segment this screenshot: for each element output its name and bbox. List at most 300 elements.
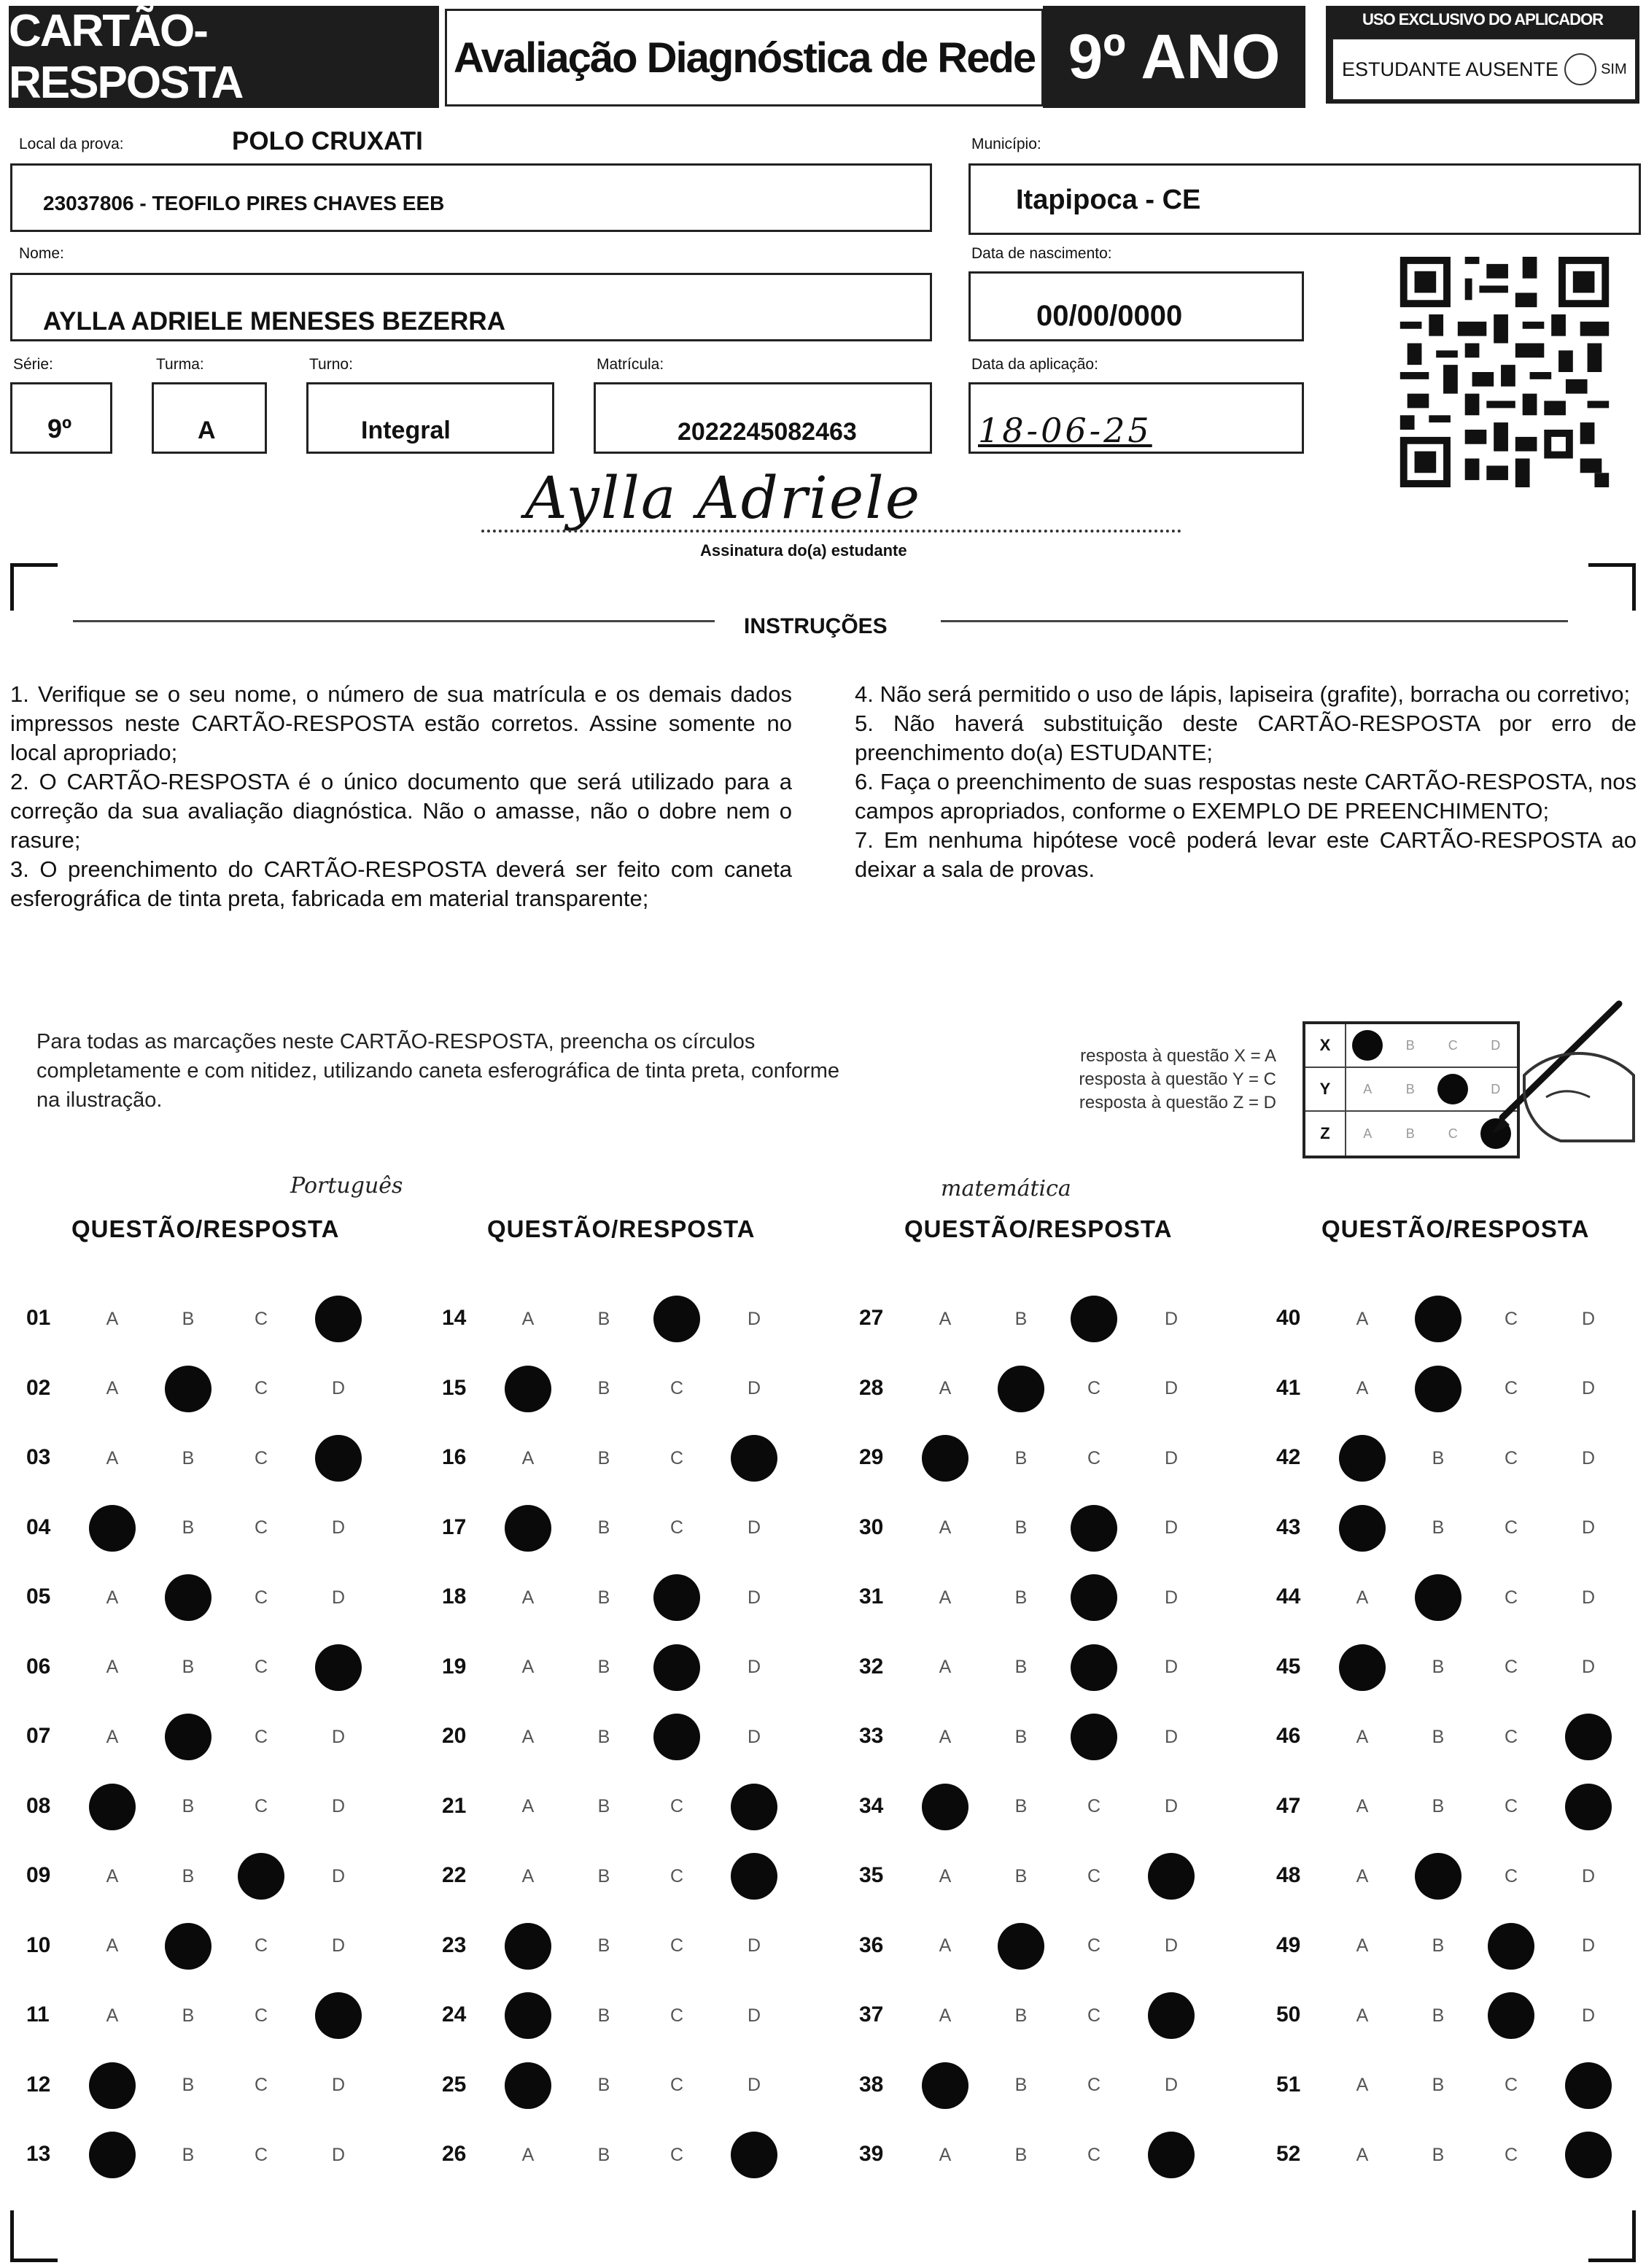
answer-bubble-filled[interactable] (653, 1574, 700, 1621)
answer-bubble-filled[interactable] (1565, 2132, 1612, 2178)
answer-option[interactable]: B (1014, 2005, 1028, 2026)
question-number: 52 (1276, 2142, 1301, 2166)
question-number: 42 (1276, 1445, 1301, 1469)
answer-option[interactable]: A (106, 1587, 119, 1608)
answer-bubble-filled[interactable] (731, 1784, 777, 1830)
answer-option[interactable]: B (597, 2075, 610, 2095)
answer-option[interactable]: D (747, 1726, 761, 1747)
answer-option[interactable]: C (1504, 1796, 1518, 1816)
example-option: C (1432, 1024, 1475, 1068)
turno-field (306, 382, 554, 454)
answer-option[interactable]: B (1014, 1587, 1028, 1608)
answer-option[interactable]: C (254, 1447, 268, 1468)
answer-bubble-filled[interactable] (315, 1644, 362, 1691)
answer-option[interactable]: C (1504, 1378, 1518, 1398)
question-number: 41 (1276, 1375, 1301, 1400)
answer-option[interactable]: D (1164, 1447, 1179, 1468)
answer-option[interactable]: C (669, 2005, 684, 2026)
answer-option[interactable]: A (106, 2005, 119, 2026)
answer-bubble-filled[interactable] (89, 2062, 136, 2109)
answer-option[interactable]: B (1014, 1865, 1028, 1886)
answer-bubble-filled[interactable] (998, 1923, 1044, 1970)
answer-option[interactable]: B (597, 2144, 610, 2165)
question-number: 07 (26, 1724, 51, 1748)
answer-option[interactable]: D (1164, 1587, 1179, 1608)
answer-option[interactable]: A (106, 1935, 119, 1956)
answer-bubble-filled[interactable] (315, 1992, 362, 2039)
answer-option[interactable]: D (747, 2075, 761, 2095)
answer-bubble-filled[interactable] (1488, 1992, 1534, 2039)
question-number: 03 (26, 1445, 51, 1469)
answer-bubble-filled[interactable] (505, 1992, 551, 2039)
signature-line (481, 530, 1181, 533)
answer-option[interactable]: B (1432, 1796, 1445, 1816)
answer-option[interactable]: C (1087, 1796, 1101, 1816)
answer-option[interactable]: A (1356, 1796, 1369, 1816)
answer-option[interactable]: A (939, 1587, 952, 1608)
question-number: 25 (442, 2072, 467, 2097)
answer-option[interactable]: C (669, 2144, 684, 2165)
example-option: A (1363, 1126, 1373, 1141)
answer-option[interactable]: C (254, 1935, 268, 1956)
answer-option[interactable]: D (1164, 1308, 1179, 1329)
answer-option[interactable]: B (1432, 1657, 1445, 1677)
answer-option[interactable]: B (597, 1796, 610, 1816)
answer-option[interactable]: A (939, 1308, 952, 1329)
answer-option[interactable]: B (1432, 1935, 1445, 1956)
divider (73, 620, 715, 622)
answer-option[interactable]: C (1504, 1657, 1518, 1677)
school-value: 23037806 - TEOFILO PIRES CHAVES EEB (43, 192, 445, 214)
nascimento-label: Data de nascimento: (971, 245, 1112, 262)
answer-option[interactable]: D (1581, 1378, 1596, 1398)
answer-option[interactable]: D (1164, 2075, 1179, 2095)
answer-option[interactable]: B (182, 2075, 195, 2095)
answer-option[interactable]: C (254, 1587, 268, 1608)
answer-option[interactable]: B (597, 1308, 610, 1329)
question-number: 40 (1276, 1306, 1301, 1330)
question-number: 49 (1276, 1932, 1301, 1957)
answer-bubble-filled[interactable] (505, 2062, 551, 2109)
answer-bubble-filled[interactable] (653, 1714, 700, 1760)
answer-option[interactable]: C (669, 2075, 684, 2095)
answer-bubble-filled[interactable] (165, 1574, 211, 1621)
question-number: 48 (1276, 1863, 1301, 1887)
answer-bubble-filled[interactable] (653, 1644, 700, 1691)
answer-option[interactable]: B (182, 1517, 195, 1538)
corner-mark (1588, 563, 1636, 611)
example-option: D (1475, 1024, 1518, 1068)
answer-bubble-filled[interactable] (1148, 2132, 1195, 2178)
answer-bubble-filled[interactable] (922, 2062, 968, 2109)
answer-option[interactable]: C (1504, 1726, 1518, 1747)
answer-option[interactable]: C (1504, 2144, 1518, 2165)
answer-option[interactable]: C (1504, 1865, 1518, 1886)
corner-mark (1588, 2210, 1636, 2262)
municipio-value: Itapipoca - CE (1016, 185, 1201, 215)
question-number: 11 (26, 2002, 50, 2027)
answer-option[interactable]: C (1504, 1517, 1518, 1538)
answer-option[interactable]: A (106, 1447, 119, 1468)
aplicacao-label: Data da aplicação: (971, 356, 1098, 373)
question-number: 02 (26, 1375, 51, 1400)
local-value: POLO CRUXATI (232, 127, 423, 155)
question-number: 16 (442, 1445, 467, 1469)
answer-option[interactable]: C (669, 1378, 684, 1398)
answer-option[interactable]: B (182, 1865, 195, 1886)
question-number: 21 (442, 1793, 467, 1818)
instruction-item: 1. Verifique se o seu nome, o número de sua matrícula e os demais dados impressos neste CARTÃO-RESPOSTA estão corretos. Assine somente no local apropriado; (10, 681, 792, 765)
answer-option[interactable]: B (1432, 1517, 1445, 1538)
answer-option[interactable]: B (182, 2005, 195, 2026)
answer-option[interactable]: A (1356, 1865, 1369, 1886)
question-number: 12 (26, 2072, 51, 2097)
column-header: QUESTÃO/RESPOSTA (487, 1215, 756, 1242)
answer-option[interactable]: A (939, 1726, 952, 1747)
answer-option[interactable]: D (1581, 1935, 1596, 1956)
question-number: 01 (26, 1306, 51, 1330)
answer-option[interactable]: D (747, 1935, 761, 1956)
instructions-right (855, 680, 1637, 884)
question-number: 46 (1276, 1724, 1301, 1748)
example-filled-bubble (1437, 1074, 1468, 1104)
answer-option[interactable]: D (331, 1726, 346, 1747)
answer-bubble-filled[interactable] (1339, 1505, 1386, 1552)
question-number: 33 (859, 1724, 884, 1748)
answer-option[interactable]: C (669, 1447, 684, 1468)
answer-option[interactable]: B (1432, 1447, 1445, 1468)
question-number: 43 (1276, 1514, 1301, 1539)
student-signature: Aylla Adriele (525, 464, 922, 532)
answer-option[interactable]: C (1087, 1865, 1101, 1886)
question-number: 26 (442, 2142, 467, 2166)
answer-option[interactable]: D (1164, 1726, 1179, 1747)
answer-option[interactable]: C (669, 1517, 684, 1538)
answer-option[interactable]: B (182, 2144, 195, 2165)
answer-option[interactable]: C (254, 2005, 268, 2026)
answer-option[interactable]: A (1356, 1308, 1369, 1329)
answer-option[interactable]: A (521, 2144, 535, 2165)
answer-option[interactable]: B (597, 1447, 610, 1468)
answer-option[interactable]: D (1581, 2005, 1596, 2026)
question-number: 13 (26, 2142, 51, 2166)
answer-option[interactable]: B (182, 1308, 195, 1329)
answer-option[interactable]: A (1356, 1935, 1369, 1956)
example-z: resposta à questão Z = D (1079, 1093, 1276, 1112)
answer-option[interactable]: C (254, 2075, 268, 2095)
answer-bubble-filled[interactable] (1071, 1644, 1117, 1691)
matricula-value: 2022245082463 (678, 418, 857, 446)
question-number: 30 (859, 1514, 884, 1539)
answer-bubble-filled[interactable] (165, 1714, 211, 1760)
answer-option[interactable]: A (939, 1517, 952, 1538)
nascimento-value: 00/00/0000 (1036, 300, 1183, 332)
absent-checkbox[interactable] (1564, 53, 1596, 85)
answer-option[interactable]: A (939, 1865, 952, 1886)
answer-option[interactable]: A (939, 2144, 952, 2165)
answer-option[interactable]: A (521, 1726, 535, 1747)
answer-bubble-filled[interactable] (731, 1853, 777, 1900)
answer-bubble-filled[interactable] (315, 1296, 362, 1342)
aplicacao-value: 18-06-25 (978, 411, 1152, 450)
question-number: 45 (1276, 1654, 1301, 1679)
example-y: resposta à questão Y = C (1079, 1069, 1276, 1089)
answer-bubble-filled[interactable] (505, 1505, 551, 1552)
exam-title: Avaliação Diagnóstica de Rede (445, 9, 1044, 107)
answer-option[interactable]: C (669, 1935, 684, 1956)
answer-option[interactable]: B (1014, 1796, 1028, 1816)
answer-option[interactable]: D (747, 1587, 761, 1608)
card-title: CARTÃO-RESPOSTA (9, 6, 439, 108)
answer-option[interactable]: D (331, 1935, 346, 1956)
answer-bubble-filled[interactable] (1071, 1296, 1117, 1342)
answer-option[interactable]: D (1581, 1308, 1596, 1329)
answer-option[interactable]: D (1164, 1657, 1179, 1677)
question-number: 17 (442, 1514, 467, 1539)
answer-option[interactable]: D (747, 1517, 761, 1538)
answer-option[interactable]: C (1087, 1447, 1101, 1468)
answer-option[interactable]: D (1581, 1447, 1596, 1468)
answer-option[interactable]: B (1432, 2144, 1445, 2165)
answer-option[interactable]: D (747, 2005, 761, 2026)
answer-bubble-filled[interactable] (1339, 1435, 1386, 1482)
answer-option[interactable]: B (1014, 2075, 1028, 2095)
answer-option[interactable]: A (1356, 1378, 1369, 1398)
absent-label: ESTUDANTE AUSENTE (1342, 58, 1559, 80)
example-option: D (1475, 1068, 1518, 1112)
answer-option[interactable]: A (521, 1865, 535, 1886)
question-number: 37 (859, 2002, 884, 2027)
answer-bubble-filled[interactable] (505, 1923, 551, 1970)
answer-bubble-filled[interactable] (1071, 1574, 1117, 1621)
answer-option[interactable]: D (1164, 1796, 1179, 1816)
example-row-label: Z (1305, 1112, 1346, 1156)
answer-option[interactable]: A (939, 1935, 952, 1956)
instruction-item: 2. O CARTÃO-RESPOSTA é o único documento que será utilizado para a correção da sua avaliação diagnóstica. Não o amasse, não o dobre nem o rasure; (10, 769, 792, 853)
question-number: 23 (442, 1932, 467, 1957)
question-number: 28 (859, 1375, 884, 1400)
answer-bubble-filled[interactable] (1415, 1853, 1461, 1900)
question-number: 10 (26, 1932, 51, 1957)
answer-option[interactable]: D (331, 1865, 346, 1886)
answer-option[interactable]: A (106, 1726, 119, 1747)
instructions-title: INSTRUÇÕES (744, 614, 888, 638)
answer-option[interactable]: D (747, 1308, 761, 1329)
answer-option[interactable]: B (1014, 1308, 1028, 1329)
answer-option[interactable]: B (597, 1587, 610, 1608)
answer-option[interactable]: C (1087, 2075, 1101, 2095)
answer-bubble-filled[interactable] (731, 2132, 777, 2178)
answer-option[interactable]: B (597, 1935, 610, 1956)
answer-bubble-filled[interactable] (1565, 1784, 1612, 1830)
answer-bubble-filled[interactable] (89, 1784, 136, 1830)
answer-bubble-filled[interactable] (1415, 1296, 1461, 1342)
answer-bubble-filled[interactable] (731, 1435, 777, 1482)
answer-option[interactable]: A (1356, 2005, 1369, 2026)
question-number: 31 (859, 1584, 884, 1609)
answer-bubble-filled[interactable] (1565, 2062, 1612, 2109)
pen-hand-icon (1473, 995, 1641, 1156)
answer-option[interactable]: D (1581, 1587, 1596, 1608)
answer-bubble-filled[interactable] (1488, 1923, 1534, 1970)
answer-bubble-filled[interactable] (505, 1366, 551, 1412)
answer-option[interactable]: C (1087, 2005, 1101, 2026)
answer-option[interactable]: C (1087, 1378, 1101, 1398)
matricula-label: Matrícula: (597, 356, 664, 373)
column-header: QUESTÃO/RESPOSTA (904, 1215, 1173, 1242)
serie-value: 9º (47, 414, 72, 444)
question-number: 22 (442, 1863, 467, 1887)
answer-option[interactable]: A (106, 1657, 119, 1677)
answer-option[interactable]: A (521, 1657, 535, 1677)
answer-option[interactable]: B (1432, 1726, 1445, 1747)
question-number: 51 (1276, 2072, 1301, 2097)
answer-option[interactable]: C (1087, 2144, 1101, 2165)
question-number: 35 (859, 1863, 884, 1887)
answer-bubble-filled[interactable] (165, 1923, 211, 1970)
answer-option[interactable]: C (254, 1796, 268, 1816)
answer-option[interactable]: B (1432, 2075, 1445, 2095)
answer-bubble-filled[interactable] (1565, 1714, 1612, 1760)
column-header: QUESTÃO/RESPOSTA (71, 1215, 340, 1242)
question-number: 34 (859, 1793, 884, 1818)
answer-option[interactable]: A (521, 1447, 535, 1468)
answer-option[interactable]: D (747, 1657, 761, 1677)
answer-option[interactable]: B (597, 1378, 610, 1398)
answer-bubble-filled[interactable] (1415, 1366, 1461, 1412)
instruction-item: 5. Não haverá substituição deste CARTÃO-RESPOSTA por erro de preenchimento do(a) ESTUDANTE; (855, 711, 1637, 765)
answer-option[interactable]: D (747, 1378, 761, 1398)
answer-bubble-filled[interactable] (238, 1853, 284, 1900)
answer-option[interactable]: A (106, 1378, 119, 1398)
answer-bubble-filled[interactable] (922, 1435, 968, 1482)
answer-bubble-filled[interactable] (89, 2132, 136, 2178)
matricula-field (594, 382, 932, 454)
answer-bubble-filled[interactable] (89, 1505, 136, 1552)
answer-option[interactable]: B (1014, 1726, 1028, 1747)
answer-option[interactable]: A (939, 2005, 952, 2026)
local-label: Local da prova: (19, 136, 124, 152)
answer-option[interactable]: C (1504, 1447, 1518, 1468)
corner-mark (10, 2210, 58, 2262)
answer-bubble-filled[interactable] (998, 1366, 1044, 1412)
answer-option[interactable]: D (331, 1517, 346, 1538)
answer-option[interactable]: A (939, 1657, 952, 1677)
answer-bubble-filled[interactable] (1071, 1505, 1117, 1552)
answer-option[interactable]: B (1432, 2005, 1445, 2026)
answer-bubble-filled[interactable] (1148, 1992, 1195, 2039)
answer-bubble-filled[interactable] (315, 1435, 362, 1482)
answer-option[interactable]: A (1356, 2075, 1369, 2095)
answer-option[interactable]: A (521, 1308, 535, 1329)
answer-option[interactable]: D (331, 2144, 346, 2165)
answer-option[interactable]: C (669, 1796, 684, 1816)
answer-option[interactable]: B (597, 1517, 610, 1538)
answer-bubble-filled[interactable] (653, 1296, 700, 1342)
answer-option[interactable]: C (254, 1726, 268, 1747)
answer-option[interactable]: B (1014, 1447, 1028, 1468)
answer-option[interactable]: C (254, 1657, 268, 1677)
question-number: 19 (442, 1654, 467, 1679)
question-number: 36 (859, 1932, 884, 1957)
answer-option[interactable]: A (521, 1587, 535, 1608)
instructions-left (10, 680, 792, 913)
answer-option[interactable]: C (254, 1517, 268, 1538)
answer-option[interactable]: B (1014, 1657, 1028, 1677)
answer-option[interactable]: B (182, 1796, 195, 1816)
answer-option[interactable]: C (1504, 2075, 1518, 2095)
answer-option[interactable]: C (1504, 1587, 1518, 1608)
answer-bubble-filled[interactable] (1148, 1853, 1195, 1900)
handwritten-note: Português (290, 1173, 403, 1199)
answer-option[interactable]: B (182, 1447, 195, 1468)
answer-option[interactable]: D (1164, 1935, 1179, 1956)
answer-bubble-filled[interactable] (922, 1784, 968, 1830)
answer-option[interactable]: D (1164, 1378, 1179, 1398)
answer-option[interactable]: A (939, 1378, 952, 1398)
answer-option[interactable]: A (1356, 2144, 1369, 2165)
instruction-item: 3. O preenchimento do CARTÃO-RESPOSTA deverá ser feito com caneta esferográfica de tinta preta, fabricada em material transparente; (10, 856, 792, 911)
nome-field (10, 273, 932, 341)
applicator-title: USO EXCLUSIVO DO APLICADOR (1362, 10, 1604, 28)
answer-option[interactable]: D (1581, 1517, 1596, 1538)
question-number: 14 (442, 1306, 467, 1330)
answer-option[interactable]: A (1356, 1726, 1369, 1747)
answer-option[interactable]: D (1164, 1517, 1179, 1538)
answer-option[interactable]: C (669, 1865, 684, 1886)
answer-bubble-filled[interactable] (1071, 1714, 1117, 1760)
question-number: 39 (859, 2142, 884, 2166)
answer-option[interactable]: D (331, 1796, 346, 1816)
answer-option[interactable]: A (106, 1308, 119, 1329)
answer-option[interactable]: B (597, 2005, 610, 2026)
answer-option[interactable]: B (1014, 2144, 1028, 2165)
answer-option[interactable]: B (597, 1726, 610, 1747)
answer-option[interactable]: D (331, 1587, 346, 1608)
answer-bubble-filled[interactable] (165, 1366, 211, 1412)
example-option: B (1405, 1126, 1415, 1141)
example-filled-bubble (1352, 1030, 1383, 1061)
answer-option[interactable]: C (1504, 1308, 1518, 1329)
answer-option[interactable]: B (597, 1865, 610, 1886)
answer-option[interactable]: C (254, 2144, 268, 2165)
question-number: 38 (859, 2072, 884, 2097)
answer-option[interactable]: C (1087, 1935, 1101, 1956)
answer-bubble-filled[interactable] (1339, 1644, 1386, 1691)
turma-value: A (198, 417, 216, 444)
qr-code-icon (1399, 257, 1610, 487)
answer-option[interactable]: A (1356, 1587, 1369, 1608)
example-legend (1036, 1045, 1276, 1115)
answer-option[interactable]: C (254, 1378, 268, 1398)
answer-option[interactable]: A (106, 1865, 119, 1886)
answer-option[interactable]: D (1581, 1657, 1596, 1677)
answer-option[interactable]: B (1014, 1517, 1028, 1538)
question-number: 24 (442, 2002, 467, 2027)
answer-option[interactable]: D (1581, 1865, 1596, 1886)
answer-option[interactable]: B (597, 1657, 610, 1677)
answer-bubble-filled[interactable] (1415, 1574, 1461, 1621)
example-x: resposta à questão X = A (1080, 1046, 1276, 1066)
answer-option[interactable]: C (254, 1308, 268, 1329)
nascimento-field (968, 271, 1304, 341)
answer-option[interactable]: B (182, 1657, 195, 1677)
answer-option[interactable]: D (331, 1378, 346, 1398)
answer-option[interactable]: D (331, 2075, 346, 2095)
fill-instructions: Para todas as marcações neste CARTÃO-RESPOSTA, preencha os círculos completamente e com nitidez, utilizando caneta esferográfica de tinta preta, conforme na ilustração. (36, 1030, 839, 1112)
answer-option[interactable]: A (521, 1796, 535, 1816)
absent-option: SIM (1601, 61, 1627, 77)
